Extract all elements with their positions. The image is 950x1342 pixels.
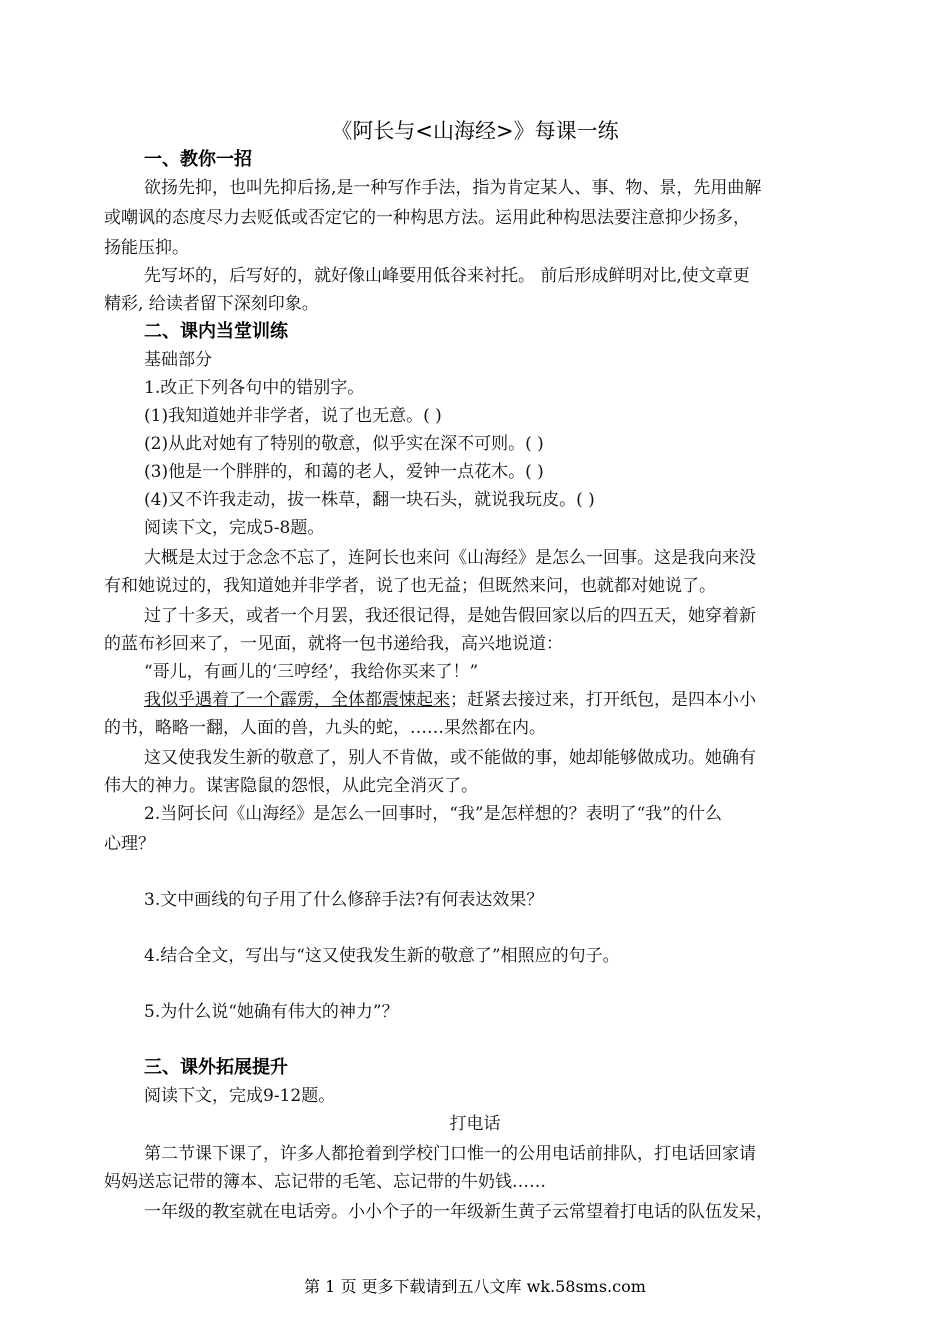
question-2: 2.当阿长问《山海经》是怎么一回事时，“我”是怎样想的？表明了“我”的什么: [144, 804, 722, 824]
story-line: 第二节课下课了，许多人都抢着到学校门口惟一的公用电话前排队，打电话回家请: [144, 1144, 756, 1164]
section-heading-3: 三、课外拓展提升: [144, 1057, 288, 1078]
question-4: 4.结合全文，写出与“这又使我发生新的敬意了”相照应的句子。: [144, 946, 620, 966]
section-heading-1: 一、教你一招: [144, 149, 252, 170]
passage-line-underlined: [104, 686, 850, 714]
passage-line: 的书，略略一翻，人面的兽，九头的蛇，……果然都在内。: [104, 718, 546, 738]
passage-text: ；赶紧去接过来，打开纸包，是四本小小: [450, 690, 756, 710]
question-1-item: (2)从此对她有了特别的敬意，似乎实在深不可则。( ): [144, 434, 544, 454]
question-3: 3.文中画线的句子用了什么修辞手法?有何表达效果？: [144, 890, 544, 910]
story-title: 打电话: [449, 1114, 501, 1134]
passage-line: 大概是太过于念念不忘了，连阿长也来问《山海经》是怎么一回事。这是我向来没: [144, 548, 756, 568]
story-line: 一年级的教室就在电话旁。小小个子的一年级新生黄子云常望着打电话的队伍发呆，: [144, 1202, 773, 1222]
paragraph-line: 或嘲讽的态度尽力去贬低或否定它的一种构思方法。运用此种构思法要注意抑少扬多，: [104, 208, 750, 228]
passage-line: 的蓝布衫回来了，一见面，就将一包书递给我，高兴地说道：: [104, 634, 563, 654]
question-2: 心理？: [104, 834, 155, 854]
underlined-sentence: 我似乎遇着了一个霹雳，全体都震悚起来: [144, 690, 450, 710]
question-1: 1.改正下列各句中的错别字。: [144, 378, 365, 398]
passage-line: 有和她说过的，我知道她并非学者，说了也无益；但既然来问，也就都对她说了。: [104, 576, 716, 596]
paragraph-line: 扬能压抑。: [104, 238, 189, 258]
document-title: 《阿长与<山海经>》每课一练: [331, 119, 619, 143]
question-5: 5.为什么说“她确有伟大的神力”？: [144, 1002, 399, 1022]
page-footer: 第 1 页 更多下载请到五八文库 wk.58sms.com: [304, 1277, 646, 1296]
question-1-item: (1)我知道她并非学者，说了也无意。( ): [144, 406, 442, 426]
paragraph-line: 先写坏的，后写好的，就好像山峰要用低谷来衬托。 前后形成鲜明对比,使文章更: [144, 266, 750, 286]
passage-line: “哥儿，有画儿的‘三哼经’，我给你买来了！”: [144, 662, 479, 682]
paragraph-line: 精彩, 给读者留下深刻印象。: [104, 294, 319, 314]
reading-intro: 阅读下文，完成5-8题。: [144, 518, 325, 538]
section-heading-2: 二、课内当堂训练: [144, 321, 288, 342]
passage-line: 伟大的神力。谋害隐鼠的怨恨，从此完全消灭了。: [104, 776, 478, 796]
passage-line: 过了十多天，或者一个月罢，我还很记得，是她告假回家以后的四五天，她穿着新: [144, 606, 756, 626]
question-1-item: (3)他是一个胖胖的，和蔼的老人，爱钟一点花木。( ): [144, 462, 544, 482]
passage-line: 这又使我发生新的敬意了，别人不肯做，或不能做的事，她却能够做成功。她确有: [144, 748, 756, 768]
paragraph-line: 欲扬先抑，也叫先抑后扬,是一种写作手法，指为肯定某人、事、物、景，先用曲解: [144, 178, 762, 198]
reading-intro: 阅读下文，完成9-12题。: [144, 1086, 336, 1106]
story-line: 妈妈送忘记带的簿本、忘记带的毛笔、忘记带的牛奶钱……: [104, 1172, 546, 1192]
question-1-item: (4)又不许我走动，拔一株草，翻一块石头，就说我玩皮。( ): [144, 490, 595, 510]
basic-label: 基础部分: [144, 350, 212, 370]
